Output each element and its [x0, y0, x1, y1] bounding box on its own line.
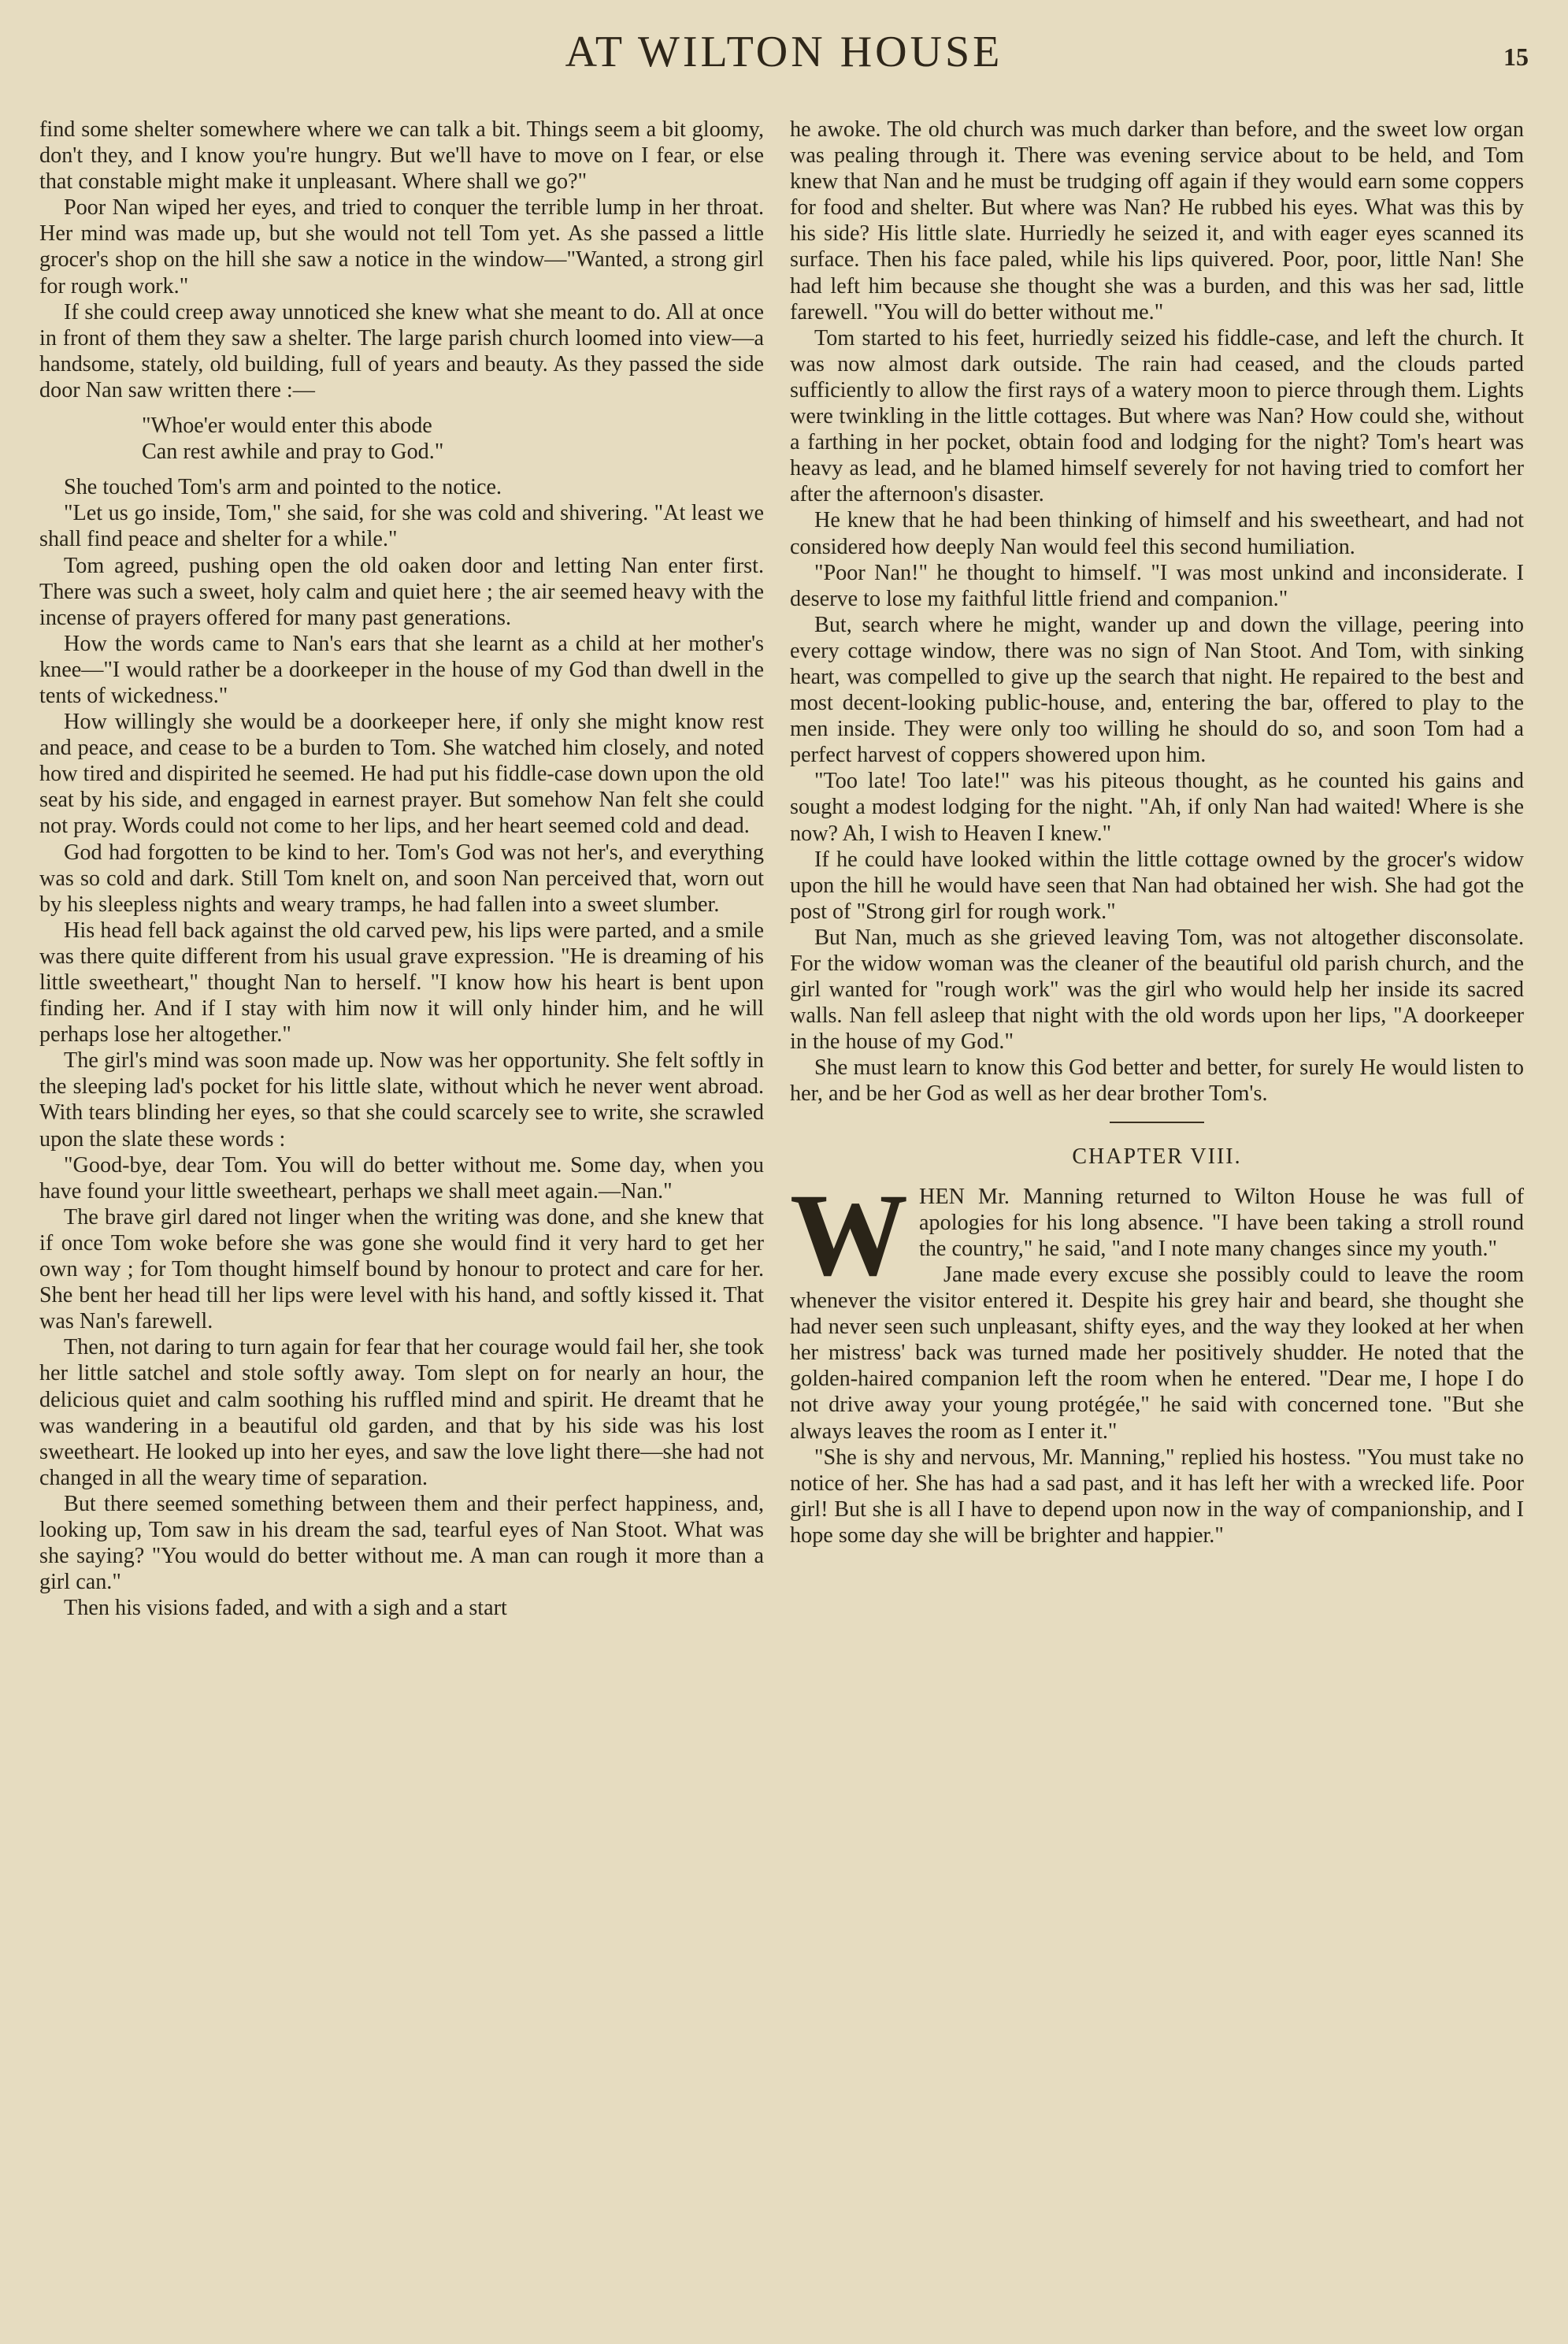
- paragraph: But Nan, much as she grieved leaving Tom, was not altogether disconsolate. For the widow woman was the cleaner of the beautiful old parish church, and the girl wanted for "rough work" was the girl who would help her inside its sacred walls. Nan fell asleep that night with the old words upon her lips, "A doorkeeper in the house of my God.": [790, 925, 1524, 1055]
- paragraph: Jane made every excuse she possibly could to leave the room whenever the visitor entered it. Despite his grey hair and beard, she thought she had never seen such unpleasant, shifty eyes, and the way they looked at her when her mistress' back was turned made her positively shudder. He noted that the golden-haired companion left the room when he entered. "Dear me, I hope I do not drive away your young protégée," he said with concerned tone. "But she always leaves the room as I enter it.": [790, 1262, 1524, 1444]
- paragraph: How the words came to Nan's ears that she learnt as a child at her mother's knee—"I would rather be a doorkeeper in the house of my God than dwell in the tents of wickedness.": [39, 631, 764, 708]
- paragraph: "Good-bye, dear Tom. You will do better without me. Some day, when you have found your little sweetheart, perhaps we shall meet again.—Nan.": [39, 1152, 764, 1204]
- paragraph: Tom agreed, pushing open the old oaken door and letting Nan enter first. There was such a sweet, holy calm and quiet here ; the air seemed heavy with the incense of prayers offered for many past generations.: [39, 553, 764, 630]
- verse-line: "Whoe'er would enter this abode: [142, 414, 432, 439]
- paragraph: "Poor Nan!" he thought to himself. "I was most unkind and inconsiderate. I deserve to lose my faithful little friend and companion.": [790, 560, 1524, 611]
- paragraph: He knew that he had been thinking of himself and his sweetheart, and had not considered how deeply Nan would feel this second humiliation.: [790, 508, 1524, 559]
- church-door-verse: [142, 413, 764, 465]
- page-number: 15: [1503, 43, 1529, 71]
- left-column: [39, 117, 764, 1621]
- paragraph: he awoke. The old church was much darker than before, and the sweet low organ was pealing through it. There was evening service about to be held, and Tom knew that Nan and he must be trudging off again if they would earn some coppers for food and shelter. But where was Nan? He rubbed his eyes. What was this by his side? His little slate. Hurriedly he seized it, and with eager eyes scanned its surface. Then his face paled, while his lips quivered. Poor, poor, little Nan! She had left him because she thought she was a burden, and this was her sad, little farewell. "You will do better without me.": [790, 117, 1524, 325]
- paragraph: She touched Tom's arm and pointed to the notice.: [64, 475, 502, 500]
- paragraph: "Too late! Too late!" was his piteous thought, as he counted his gains and sought a modest lodging for the night. "Ah, if only Nan had waited! Where is she now? Ah, I wish to Heaven I knew.": [790, 769, 1524, 846]
- opening-text: HEN Mr. Manning returned to Wilton House he was full of apologies for his long absence. "I have been taking a stroll round the country," he said, "and I note many changes since my youth.": [919, 1184, 1524, 1261]
- paragraph: If she could creep away unnoticed she knew what she meant to do. All at once in front of them they saw a shelter. The large parish church loomed into view—a handsome, stately, old building, full of years and beauty. As they passed the side door Nan saw written there :—: [39, 299, 764, 402]
- running-title: AT WILTON HOUSE: [565, 28, 1003, 76]
- paragraph: find some shelter somewhere where we can talk a bit. Things seem a bit gloomy, don't they, and I know you're hungry. But we'll have to move on I fear, or else that constable might make it unpleasant. Where shall we go?": [39, 117, 764, 195]
- chapter-opening-paragraph: [790, 1169, 1524, 1300]
- paragraph: His head fell back against the old carved pew, his lips were parted, and a smile was there quite different from his usual grave expression. "He is dreaming of his little sweetheart," thought Nan to herself. "I know how his heart is bent upon finding her. And if I stay with him now it will only hinder him, and he will perhaps lose her altogether.": [39, 918, 764, 1048]
- chapter-heading: CHAPTER VIII.: [1072, 1144, 1242, 1169]
- section-divider: [1110, 1122, 1204, 1123]
- paragraph: Then his visions faded, and with a sigh and a start: [64, 1596, 507, 1621]
- paragraph: But, search where he might, wander up and down the village, peering into every cottage window, there was no sign of Nan Stoot. And Tom, with sinking heart, was compelled to give up the search that night. He repaired to the best and most decent-looking public-house, and, entering the bar, offered to play to the men inside. They were only too willing he should do so, and soon Tom had a perfect harvest of coppers showered upon him.: [790, 612, 1524, 768]
- paragraph: Poor Nan wiped her eyes, and tried to conquer the terrible lump in her throat. Her mind was made up, but she would not tell Tom yet. As she passed a little grocer's shop on the hill she saw a notice in the window—"Wanted, a strong girl for rough work.": [39, 195, 764, 299]
- paragraph: Then, not daring to turn again for fear that her courage would fail her, she took her little satchel and stole softly away. Tom slept on for nearly an hour, the delicious quiet and calm soothing his ruffled mind and spirit. He dreamt that he was wandering in a beautiful old garden, and that by his side was his lost sweetheart. He looked up into her eyes, and saw the love light there—she had not changed in all the weary time of separation.: [39, 1335, 764, 1490]
- paragraph: How willingly she would be a doorkeeper here, if only she might know rest and peace, and cease to be a burden to Tom. She watched him closely, and noted how tired and dispirited he seemed. He had put his fiddle-case down upon the old seat by his side, and engaged in earnest prayer. But somehow Nan felt she could not pray. Words could not come to her lips, and her heart seemed cold and dead.: [39, 710, 764, 839]
- verse-line: Can rest awhile and pray to God.": [142, 440, 444, 465]
- paragraph: The girl's mind was soon made up. Now was her opportunity. She felt softly in the sleeping lad's pocket for his little slate, without which he never went abroad. With tears blinding her eyes, so that she could scarcely see to write, she scrawled upon the slate these words :: [39, 1048, 764, 1152]
- paragraph: God had forgotten to be kind to her. Tom's God was not her's, and everything was so cold and dark. Still Tom knelt on, and soon Nan perceived that, worn out by his sleepless nights and weary tramps, he had fallen into a sweet slumber.: [39, 840, 764, 917]
- page-header: [0, 22, 1568, 85]
- drop-cap: W: [790, 1169, 908, 1300]
- paragraph: She must learn to know this God better and better, for surely He would listen to her, and be her God as well as her dear brother Tom's.: [790, 1055, 1524, 1107]
- paragraph: Tom started to his feet, hurriedly seized his fiddle-case, and left the church. It was now almost dark outside. The rain had ceased, and the clouds parted sufficiently to allow the first rays of a watery moon to pierce through them. Lights were twinkling in the little cottages. But where was Nan? How could she, without a farthing in her pocket, obtain food and lodging for the night? Tom's heart was heavy as lead, and he blamed himself severely for not having tried to comfort her after the afternoon's disaster.: [790, 325, 1524, 507]
- right-column: [790, 117, 1524, 1548]
- paragraph: The brave girl dared not linger when the writing was done, and she knew that if once Tom woke before she was gone she would find it very hard to get her own way ; for Tom thought himself bound by honour to protect and care for her. She bent her head till her lips were level with his hand, and softly kissed it. That was Nan's farewell.: [39, 1204, 764, 1334]
- paragraph: If he could have looked within the little cottage owned by the grocer's widow upon the hill he would have seen that Nan had obtained her wish. She had got the post of "Strong girl for rough work.": [790, 847, 1524, 924]
- paragraph: "Let us go inside, Tom," she said, for she was cold and shivering. "At least we shall find peace and shelter for a while.": [39, 501, 764, 552]
- paragraph: But there seemed something between them and their perfect happiness, and, looking up, Tom saw in his dream the sad, tearful eyes of Nan Stoot. What was she saying? "You would do better without me. A man can rough it more than a girl can.": [39, 1491, 764, 1595]
- paragraph: "She is shy and nervous, Mr. Manning," replied his hostess. "You must take no notice of her. She has had a sad past, and it has left her with a wrecked life. Poor girl! But she is all I have to depend upon now in the way of companionship, and I hope some day she will be brighter and happier.": [790, 1445, 1524, 1548]
